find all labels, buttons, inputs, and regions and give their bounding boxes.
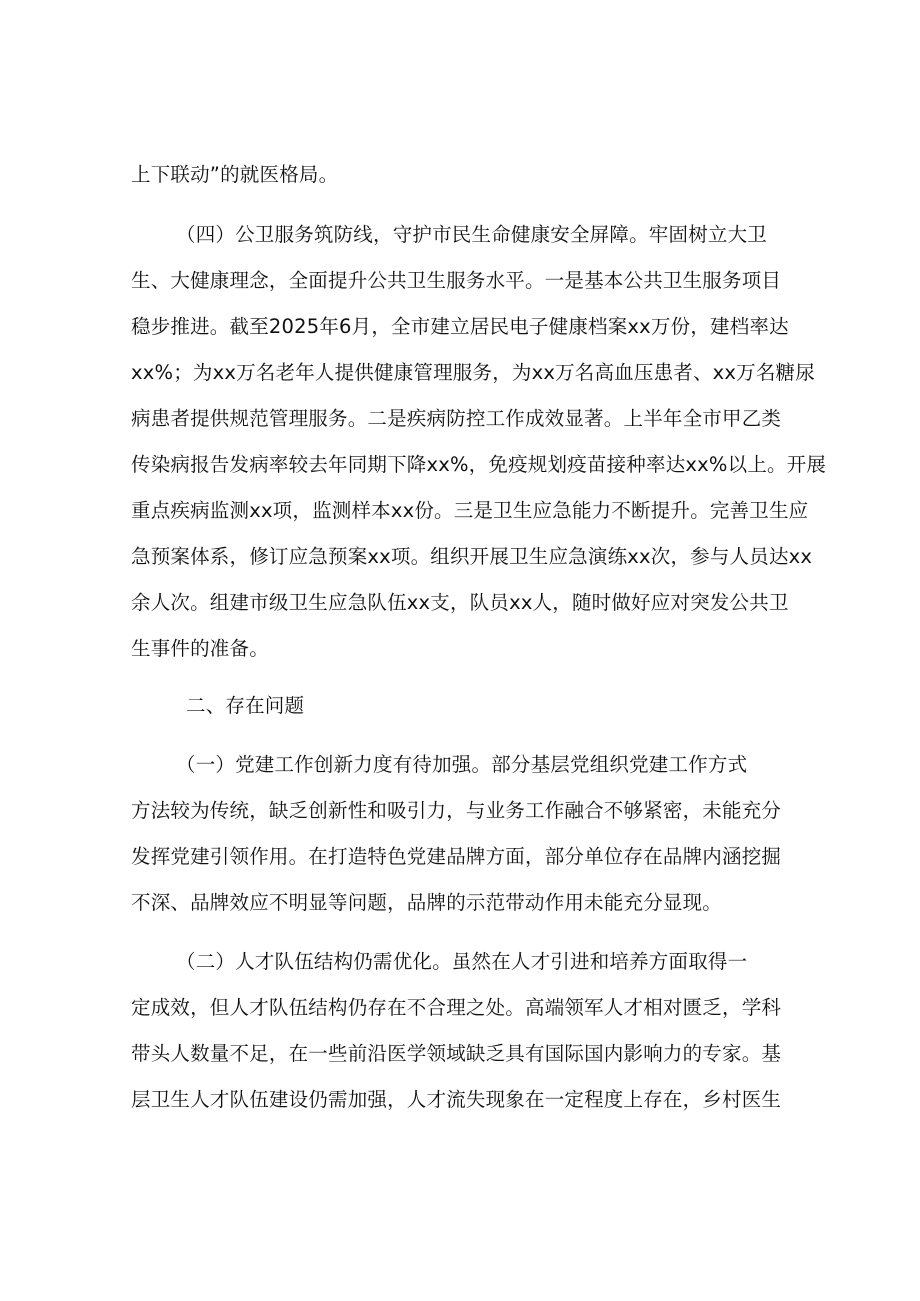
paragraph-first-line: （二）人才队伍结构仍需优化。虽然在人才引进和培养方面取得一: [176, 950, 748, 973]
text-line: 发挥党建引领作用。在打造特色党建品牌方面，部分单位存在品牌内涵挖掘: [131, 845, 782, 868]
text-line: 急预案体系，修订应急预案xx项。组织开展卫生应急演练xx次，参与人员达xx: [131, 545, 813, 568]
paragraph-first-line: （一）党建工作创新力度有待加强。部分基层党组织党建工作方式: [176, 753, 748, 776]
text-line: 不深、品牌效应不明显等问题，品牌的示范带动作用未能充分显现。: [131, 891, 723, 914]
text-line: 传染病报告发病率较去年同期下降xx%，免疫规划疫苗接种率达xx%以上。开展: [131, 453, 827, 476]
text-line: 病患者提供规范管理服务。二是疾病防控工作成效显著。上半年全市甲乙类: [131, 407, 782, 430]
text-line: 生、大健康理念，全面提升公共卫生服务水平。一是基本公共卫生服务项目: [131, 269, 782, 292]
text-line: 层卫生人才队伍建设仍需加强，人才流失现象在一定程度上存在，乡村医生: [131, 1088, 782, 1111]
text-line: 定成效，但人才队伍结构仍存在不合理之处。高端领军人才相对匮乏，学科: [131, 996, 782, 1019]
text-line: 重点疾病监测xx项，监测样本xx份。三是卫生应急能力不断提升。完善卫生应: [131, 499, 809, 522]
text-line: 带头人数量不足，在一些前沿医学领域缺乏具有国际国内影响力的专家。基: [131, 1042, 782, 1065]
text-line: 上下联动”的就医格局。: [131, 163, 339, 186]
text-line: 方法较为传统，缺乏创新性和吸引力，与业务工作融合不够紧密，未能充分: [131, 799, 782, 822]
text-line: 生事件的准备。: [131, 637, 269, 660]
paragraph-first-line: （四）公卫服务筑防线，守护市民生命健康安全屏障。牢固树立大卫: [176, 223, 768, 246]
text-line: 余人次。组建市级卫生应急队伍xx支，队员xx人，随时做好应对突发公共卫: [131, 591, 789, 614]
text-line: xx%；为xx万名老年人提供健康管理服务，为xx万名高血压患者、xx万名糖尿: [131, 361, 815, 384]
section-heading: 二、存在问题: [186, 694, 305, 717]
text-line: 稳步推进。截至2025年6月，全市建立居民电子健康档案xx万份，建档率达: [131, 315, 789, 338]
